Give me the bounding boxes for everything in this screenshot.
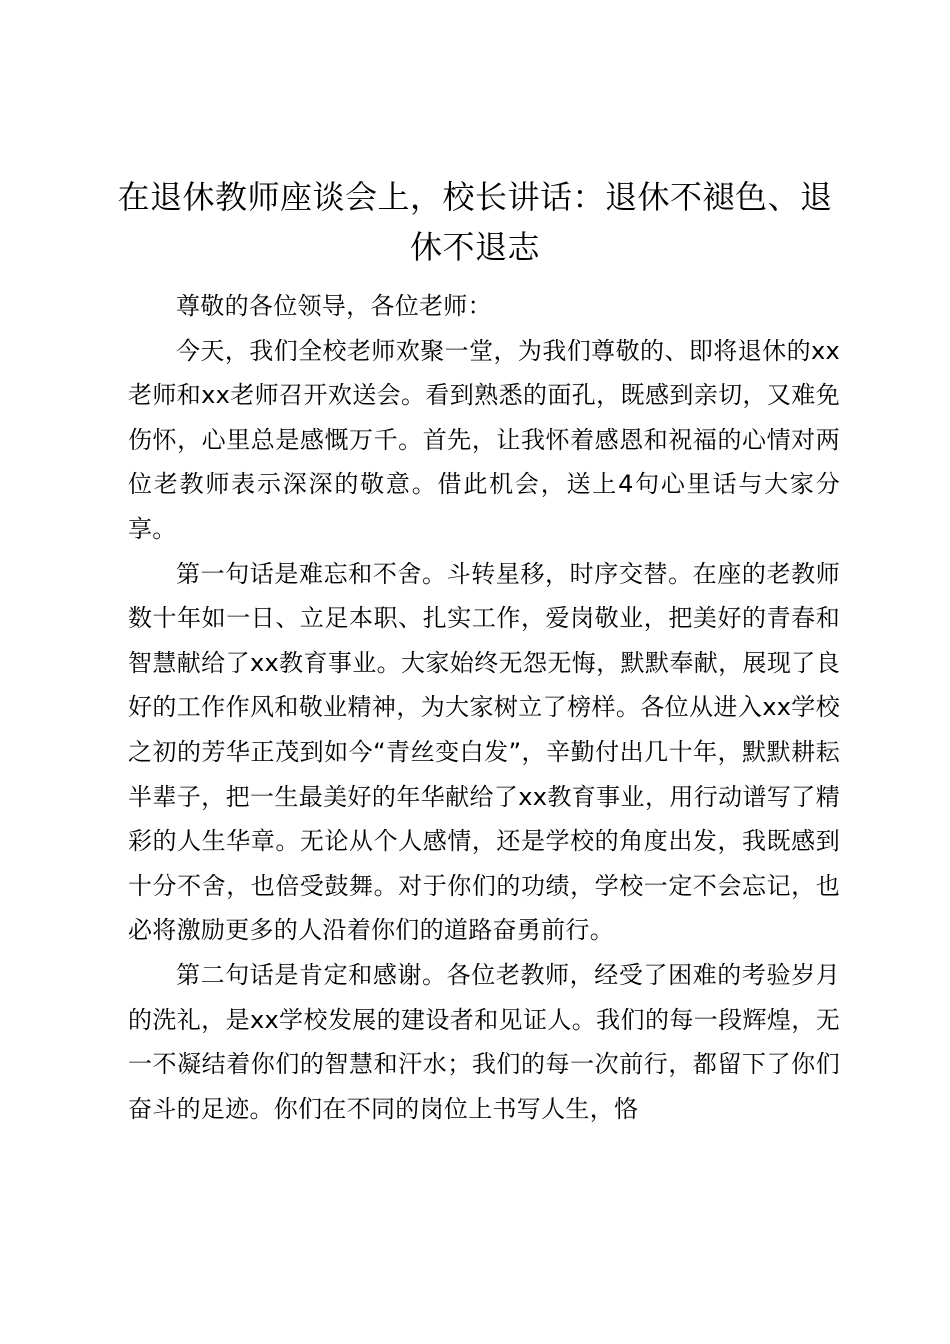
salutation-paragraph: 尊敬的各位领导，各位老师： <box>176 292 492 320</box>
document-title: 在退休教师座谈会上，校长讲话：退休不褪色、退休不退志 <box>117 178 833 266</box>
opening-paragraph: 今天，我们全校老师欢聚一堂，为我们尊敬的、即将退休的xx老师和xx老师召开欢送会。看到熟悉的面孔，既感到亲切，又难免伤怀，心里总是感慨万千。首先，让我怀着感恩和祝福的心情对两位老教师表示深深的敬意。借此机会，送上4句心里话与大家分享。 <box>128 336 840 543</box>
document-body <box>128 284 840 1131</box>
first-point-paragraph: 第一句话是难忘和不舍。斗转星移，时序交替。在座的老教师数十年如一日、立足本职、扎实工作，爱岗敬业，把美好的青春和智慧献给了xx教育事业。大家始终无怨无悔，默默奉献，展现了良好的工作作风和敬业精神，为大家树立了榜样。各位从进入xx学校之初的芳华正茂到如今“青丝变白发”，辛勤付出几十年，默默耕耘半辈子，把一生最美好的年华献给了xx教育事业，用行动谱写了精彩的人生华章。无论从个人感情，还是学校的角度出发，我既感到十分不舍，也倍受鼓舞。对于你们的功绩，学校一定不会忘记，也必将激励更多的人沿着你们的道路奋勇前行。 <box>128 559 840 945</box>
second-point-paragraph: 第二句话是肯定和感谢。各位老教师，经受了困难的考验岁月的洗礼，是xx学校发展的建设者和见证人。我们的每一段辉煌，无一不凝结着你们的智慧和汗水；我们的每一次前行，都留下了你们奋斗的足迹。你们在不同的岗位上书写人生，恪 <box>128 960 840 1123</box>
